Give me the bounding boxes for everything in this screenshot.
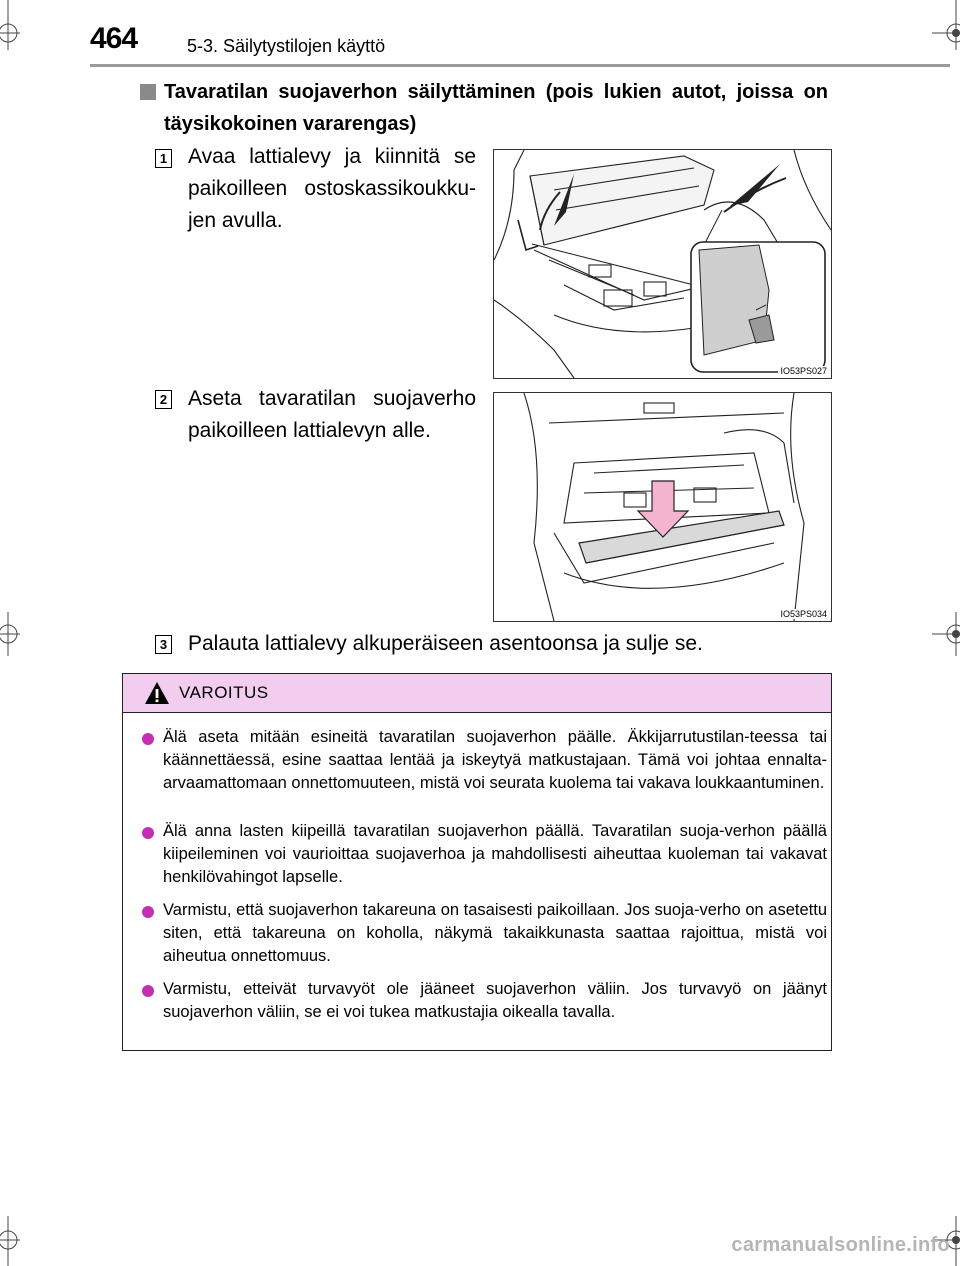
trunk-floor-board-illustration — [494, 150, 831, 378]
bullet-icon — [142, 985, 154, 997]
warning-triangle-icon — [143, 680, 171, 706]
step-number-1: 1 — [155, 149, 172, 168]
registration-mark-top-right — [932, 0, 960, 50]
registration-mark-mid-left — [0, 612, 20, 656]
step-number-3: 3 — [155, 635, 172, 654]
step-number-2: 2 — [155, 390, 172, 409]
step-1-text: Avaa lattialevy ja kiinnitä se paikoilleen ostoskassikoukku-jen avulla. — [188, 145, 476, 232]
warning-title: VAROITUS — [179, 683, 269, 702]
bullet-icon — [142, 827, 154, 839]
heading-square-icon — [140, 84, 156, 100]
trunk-cover-placement-illustration — [494, 393, 831, 621]
warning-header — [123, 674, 831, 713]
page-number: 464 — [90, 22, 138, 55]
bullet-icon — [142, 906, 154, 918]
warning-box — [122, 673, 832, 1051]
registration-dots — [952, 29, 960, 1244]
header-rule — [90, 64, 950, 67]
illustration-step-2 — [493, 392, 832, 622]
illustration-step-1 — [493, 149, 832, 379]
warning-item-4: Varmistu, etteivät turvavyöt ole jääneet suojaverhon väliin. Jos turvavyö on jäänyt suojaverhon väliin, se ei voi tukea matkustajia oikealla tavalla. — [163, 980, 827, 1021]
warning-item-2: Älä anna lasten kiipeillä tavaratilan suojaverhon päällä. Tavaratilan suoja-verhon päällä kiipeileminen voi vaurioittaa suojaverhoa ja mahdollisesti aiheuttaa kuoleman tai vakavat henkilövahingot lapselle. — [163, 822, 827, 886]
step-3-text: Palauta lattialevy alkuperäiseen asentoonsa ja sulje se. — [188, 632, 703, 655]
figure-code-2: IO53PS034 — [780, 609, 827, 619]
watermark: carmanualsonline.info — [731, 1234, 950, 1256]
chapter-title: 5-3. Säilytystilojen käyttö — [187, 36, 386, 56]
warning-item-1: Älä aseta mitään esineitä tavaratilan suojaverhon päälle. Äkkijarrutustilan-teessa tai käännettäessä, esine saattaa lentää ja iskeytyä matkustajaan. Tämä voi johtaa ennalta-arvaamattomaan onnettomuuteen, mistä voi seurata kuolema tai vakava loukkaantuminen. — [163, 728, 827, 792]
figure-code-1: IO53PS027 — [780, 366, 827, 376]
warning-item-3: Varmistu, että suojaverhon takareuna on tasaisesti paikoillaan. Jos suoja-verho on asetettu siten, että takareuna on koholla, näkymä takaikkunasta saattaa rajoittua, mistä voi aiheutua onnettomuus. — [163, 901, 827, 965]
registration-mark-top-left — [0, 0, 20, 50]
step-2-text: Aseta tavaratilan suojaverho paikoilleen lattialevyn alle. — [188, 387, 476, 442]
section-heading: Tavaratilan suojaverhon säilyttäminen (pois lukien autot, joissa on täysikokoinen vararengas) — [164, 81, 828, 135]
registration-mark-bottom-left — [0, 1216, 20, 1266]
bullet-icon — [142, 733, 154, 745]
